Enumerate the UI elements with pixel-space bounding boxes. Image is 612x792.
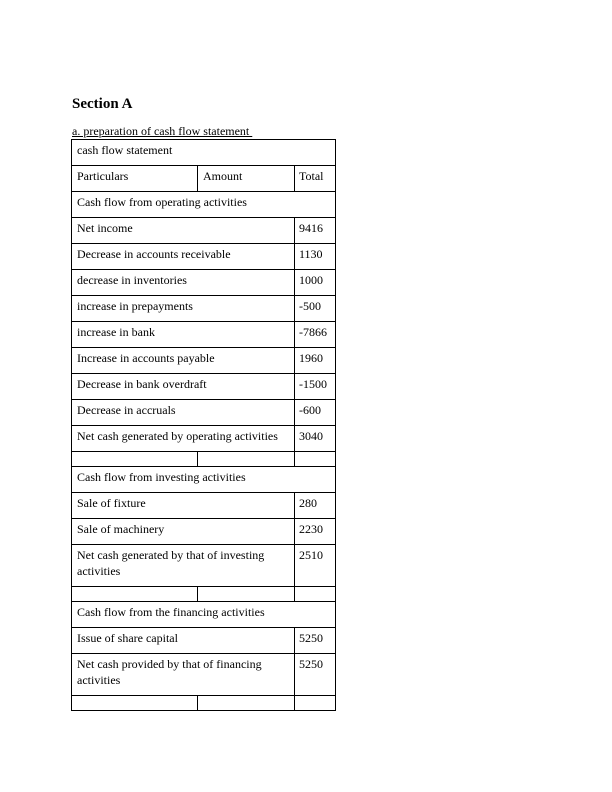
table-row <box>72 218 336 244</box>
operating-net-row <box>72 426 336 452</box>
header-total: Total <box>295 166 336 192</box>
table-row <box>72 519 336 545</box>
investing-net-row <box>72 545 336 587</box>
blank-cell <box>72 587 198 602</box>
row-label: Decrease in accounts receivable <box>72 244 295 270</box>
row-total: 9416 <box>295 218 336 244</box>
table-row <box>72 493 336 519</box>
row-label: Sale of fixture <box>72 493 295 519</box>
table-row <box>72 628 336 654</box>
statement-subtitle: a. preparation of cash flow statement <box>72 124 253 138</box>
financing-net-row <box>72 654 336 696</box>
operating-heading-row <box>72 192 336 218</box>
row-total: 1960 <box>295 348 336 374</box>
operating-heading: Cash flow from operating activities <box>72 192 336 218</box>
table-row <box>72 270 336 296</box>
table-caption: cash flow statement <box>72 140 336 166</box>
table-row <box>72 348 336 374</box>
blank-cell <box>295 696 336 711</box>
row-total: 280 <box>295 493 336 519</box>
blank-cell <box>198 696 295 711</box>
financing-heading: Cash flow from the financing activities <box>72 602 336 628</box>
table-row <box>72 400 336 426</box>
row-label: Sale of machinery <box>72 519 295 545</box>
investing-heading-row <box>72 467 336 493</box>
blank-row <box>72 587 336 602</box>
row-total: -500 <box>295 296 336 322</box>
blank-row <box>72 452 336 467</box>
row-total: -1500 <box>295 374 336 400</box>
table-row <box>72 374 336 400</box>
financing-heading-row <box>72 602 336 628</box>
row-total: 2510 <box>295 545 336 587</box>
blank-cell <box>295 587 336 602</box>
table-row <box>72 296 336 322</box>
row-total: 1130 <box>295 244 336 270</box>
row-total: 3040 <box>295 426 336 452</box>
row-label: decrease in inventories <box>72 270 295 296</box>
blank-row <box>72 696 336 711</box>
row-total: -7866 <box>295 322 336 348</box>
row-label: Net income <box>72 218 295 244</box>
row-label: Decrease in bank overdraft <box>72 374 295 400</box>
row-label: Decrease in accruals <box>72 400 295 426</box>
blank-cell <box>72 696 198 711</box>
row-total: 1000 <box>295 270 336 296</box>
header-amount: Amount <box>198 166 295 192</box>
investing-heading: Cash flow from investing activities <box>72 467 336 493</box>
blank-cell <box>198 452 295 467</box>
row-label: increase in prepayments <box>72 296 295 322</box>
table-row <box>72 322 336 348</box>
blank-cell <box>72 452 198 467</box>
table-header-row <box>72 166 336 192</box>
row-total: -600 <box>295 400 336 426</box>
row-total: 5250 <box>295 654 336 696</box>
row-label: Net cash generated by operating activities <box>72 426 295 452</box>
section-title: Section A <box>72 96 133 112</box>
row-label: Issue of share capital <box>72 628 295 654</box>
row-label: Increase in accounts payable <box>72 348 295 374</box>
blank-cell <box>198 587 295 602</box>
table-caption-row <box>72 140 336 166</box>
row-label: increase in bank <box>72 322 295 348</box>
row-label: Net cash generated by that of investing activities <box>72 545 295 587</box>
table-row <box>72 244 336 270</box>
row-total: 5250 <box>295 628 336 654</box>
row-total: 2230 <box>295 519 336 545</box>
cash-flow-table <box>71 139 336 711</box>
row-label: Net cash provided by that of financing activities <box>72 654 295 696</box>
blank-cell <box>295 452 336 467</box>
header-particulars: Particulars <box>72 166 198 192</box>
